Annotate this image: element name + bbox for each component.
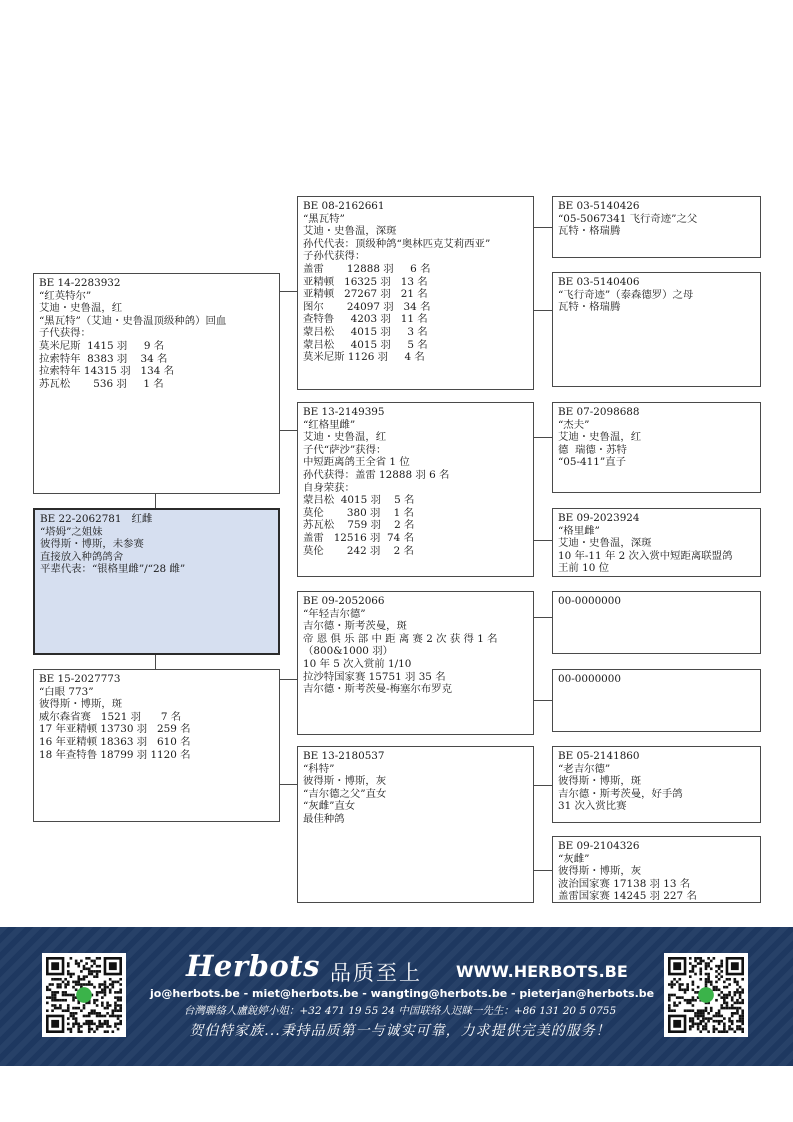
pedigree-line: 蒙吕松 4015 羽 5 名 (303, 494, 415, 507)
pedigree-line: BE 13-2180537 (303, 750, 385, 762)
pedigree-box-sire (33, 273, 280, 494)
pedigree-line: 00-0000000 (558, 595, 622, 607)
connector-ds-dam (533, 700, 552, 701)
pedigree-line: “吉尔德之父”直女 (303, 787, 387, 800)
pedigree-line: 苏瓦松 536 羽 1 名 (39, 377, 164, 390)
pedigree-line: 莫米尼斯 1126 羽 4 名 (303, 351, 425, 364)
pedigree-line: 彼得斯・博斯，灰 (558, 865, 642, 878)
pedigree-line: 平辈代表：“银格里雌”/“28 雌” (40, 563, 186, 576)
pedigree-line: BE 09-2023924 (558, 512, 640, 524)
pedigree-line: 彼得斯・博斯，灰 (303, 775, 387, 788)
connector-dam-ds (279, 679, 297, 680)
pedigree-line: 自身荣获： (303, 481, 355, 494)
pedigree-line: BE 09-2104326 (558, 840, 640, 852)
pedigree-line: 莫伦 242 羽 2 名 (303, 544, 414, 557)
pedigree-line: 子孙代获得： (303, 250, 366, 263)
pedigree-line: 31 次入赏比赛 (558, 800, 627, 813)
pedigree-line: BE 03-5140406 (558, 276, 640, 288)
pedigree-line: 子代获得： (39, 327, 91, 340)
pedigree-line: 吉尔德・斯考茨曼-梅塞尔布罗克 (303, 683, 452, 696)
pedigree-line: BE 09-2052066 (303, 595, 385, 607)
pedigree-line: “格里雌” (558, 524, 600, 537)
pedigree-line: “05-411”直子 (558, 456, 626, 469)
pedigree-line: 图尔 24097 羽 34 名 (303, 300, 431, 313)
connector-sd-dam (533, 540, 552, 541)
pedigree-line: 苏瓦松 759 羽 2 名 (303, 519, 415, 532)
pedigree-line: 直接放入种鸽鸽舍 (40, 550, 124, 563)
pedigree-line: 彼得斯・博斯，未参赛 (40, 538, 144, 551)
connector-dam-dd (279, 784, 297, 785)
pedigree-line: “塔姆”之姐妹 (40, 525, 103, 538)
pedigree-line: 艾迪・史鲁温，深斑 (558, 537, 652, 550)
pedigree-line: BE 22-2062781 红雌 (40, 513, 153, 525)
pedigree-box-sire-sire (297, 196, 534, 390)
pedigree-box-ds-dam (552, 669, 761, 732)
pedigree-line: 盖雷 12516 羽 74 名 (303, 531, 414, 544)
connector-sd-sire (533, 437, 552, 438)
connector-sire-sd (279, 430, 297, 431)
pedigree-line: 拉索特年 14315 羽 134 名 (39, 365, 175, 378)
qr-code-left-svg (46, 957, 122, 1033)
pedigree-line: “05-5067341 飞行奇迹”之父 (558, 212, 698, 225)
pedigree-line: 艾迪・史鲁温，深斑 (303, 225, 397, 238)
pedigree-line: “黑瓦特”（艾迪・史鲁温顶级种鸽）回血 (39, 314, 227, 327)
pedigree-line: 蒙吕松 4015 羽 5 名 (303, 338, 428, 351)
slogan: 贺伯特家族...秉持品质第一与诚实可靠，力求提供完美的服务！ (189, 1023, 611, 1039)
pedigree-line: 最佳种鸽 (303, 812, 345, 825)
pedigree-line: 17 年亚精顿 13730 羽 259 名 (39, 723, 191, 736)
brand-row (180, 949, 630, 989)
pedigree-box-ss-sire (552, 196, 761, 258)
pedigree-box-sd-sire (552, 402, 761, 493)
pedigree-line: 帝 恩 俱 乐 部 中 距 离 赛 2 次 获 得 1 名 (303, 632, 498, 645)
website-link[interactable]: WWW.HERBOTS.BE (456, 962, 628, 981)
connector-ss-sire (533, 227, 552, 228)
pedigree-line: 王前 10 位 (558, 562, 609, 575)
pedigree-line: 艾迪・史鲁温，红 (558, 431, 642, 444)
pedigree-line: 德 瑞德・苏特 (558, 443, 627, 456)
pedigree-box-sd-dam (552, 508, 761, 577)
pedigree-line: “白眼 773” (39, 685, 94, 698)
footer-banner (0, 927, 793, 1066)
pedigree-line: “红格里雌” (303, 418, 356, 431)
pedigree-line: 盖雷 12888 羽 6 名 (303, 262, 431, 275)
pedigree-box-dam-dam (297, 746, 534, 903)
brand-logo[interactable]: Herbots (186, 949, 320, 983)
pedigree-line: 拉索特年 8383 羽 34 名 (39, 352, 168, 365)
pedigree-line: 16 年亚精顿 18363 羽 610 名 (39, 735, 191, 748)
pedigree-box-ds-sire (552, 591, 761, 654)
connector-dd-sire (533, 785, 552, 786)
pedigree-line: 盖雷国家赛 14245 羽 227 名 (558, 890, 697, 903)
pedigree-line: 瓦特・格瑞腾 (558, 225, 621, 238)
pedigree-line: 10 年-11 年 2 次入赏中短距离联盟鸽 (558, 549, 733, 562)
pedigree-line: 彼得斯・博斯，斑 (558, 775, 642, 788)
pedigree-line: 拉沙特国家赛 15751 羽 35 名 (303, 670, 446, 683)
pedigree-line: BE 03-5140426 (558, 200, 640, 212)
connector-dd-dam (533, 870, 552, 871)
pedigree-line: 蒙吕松 4015 羽 3 名 (303, 325, 428, 338)
connector-subject-sire (155, 493, 156, 509)
pedigree-line: BE 07-2098688 (558, 406, 640, 418)
pedigree-line: 18 年查特鲁 18799 羽 1120 名 (39, 748, 191, 761)
pedigree-line: 吉尔德・斯考茨曼，斑 (303, 620, 407, 633)
pedigree-line: 吉尔德・斯考茨曼，好手鸽 (558, 787, 683, 800)
pedigree-line: BE 15-2027773 (39, 673, 121, 685)
pedigree-line: “灰雌” (558, 852, 590, 865)
pedigree-line: 孙代获得：盖雷 12888 羽 6 名 (303, 468, 450, 481)
pedigree-line: “灰雌”直女 (303, 800, 356, 813)
pedigree-box-sire-dam (297, 402, 534, 577)
pedigree-line: “红英特尔” (39, 289, 92, 302)
pedigree-line: 00-0000000 (558, 673, 622, 685)
contact-phones: 台灣聯絡人盧銳婷小姐：+32 471 19 55 24 中国联络人迟睐一先生：+86 131 20 5 0755 (183, 1005, 617, 1017)
pedigree-line: “科特” (303, 762, 335, 775)
pedigree-line: BE 08-2162661 (303, 200, 385, 212)
connector-subject-dam (155, 654, 156, 669)
pedigree-box-dam-sire (297, 591, 534, 735)
qr-code-right-svg (668, 957, 744, 1033)
pedigree-line: BE 13-2149395 (303, 406, 385, 418)
pedigree-line: “飞行奇迹”（泰森德罗）之母 (558, 288, 694, 301)
pedigree-line: BE 14-2283932 (39, 277, 121, 289)
pedigree-line: 10 年 5 次入赏前 1/10 (303, 657, 412, 670)
pedigree-line: 中短距离鸽王全省 1 位 (303, 456, 410, 469)
pedigree-line: 莫米尼斯 1415 羽 9 名 (39, 339, 165, 352)
pedigree-line: “年轻吉尔德” (303, 607, 366, 620)
connector-ds-sire (533, 617, 552, 618)
pedigree-box-dd-dam (552, 836, 761, 903)
qr-code-left-icon (42, 953, 126, 1037)
pedigree-line: （800&1000 羽） (303, 645, 393, 658)
pedigree-line: 亚精顿 16325 羽 13 名 (303, 275, 428, 288)
pedigree-line: 波治国家赛 17138 羽 13 名 (558, 877, 691, 890)
pedigree-line: 子代“萨沙”获得： (303, 443, 387, 456)
pedigree-box-subject (33, 508, 280, 655)
pedigree-box-dd-sire (552, 746, 761, 823)
pedigree-line: 查特鲁 4203 羽 11 名 (303, 313, 428, 326)
pedigree-line: 瓦特・格瑞腾 (558, 301, 621, 314)
pedigree-line: 彼得斯・博斯，斑 (39, 698, 123, 711)
connector-ss-dam (533, 310, 552, 311)
qr-code-right-icon (664, 953, 748, 1037)
pedigree-line: 威尔森省赛 1521 羽 7 名 (39, 710, 182, 723)
pedigree-line: “老吉尔德” (558, 762, 611, 775)
pedigree-line: 艾迪・史鲁温，红 (303, 431, 387, 444)
email-links[interactable]: jo@herbots.be - miet@herbots.be - wangting@herbots.be - pieterjan@herbots.be (150, 987, 655, 1000)
pedigree-line: 艾迪・史鲁温，红 (39, 302, 123, 315)
pedigree-line: 莫伦 380 羽 1 名 (303, 506, 414, 519)
connector-sire-ss (279, 291, 297, 292)
brand-tagline: 品质至上 (330, 961, 422, 985)
pedigree-line: “黑瓦特” (303, 212, 345, 225)
pedigree-line: BE 05-2141860 (558, 750, 640, 762)
pedigree-line: 孙代代表：顶级种鸽“奥林匹克艾莉西亚” (303, 237, 491, 250)
pedigree-box-dam (33, 669, 280, 822)
pedigree-line: “杰夫” (558, 418, 590, 431)
pedigree-line: 亚精顿 27267 羽 21 名 (303, 288, 428, 301)
pedigree-box-ss-dam (552, 272, 761, 387)
